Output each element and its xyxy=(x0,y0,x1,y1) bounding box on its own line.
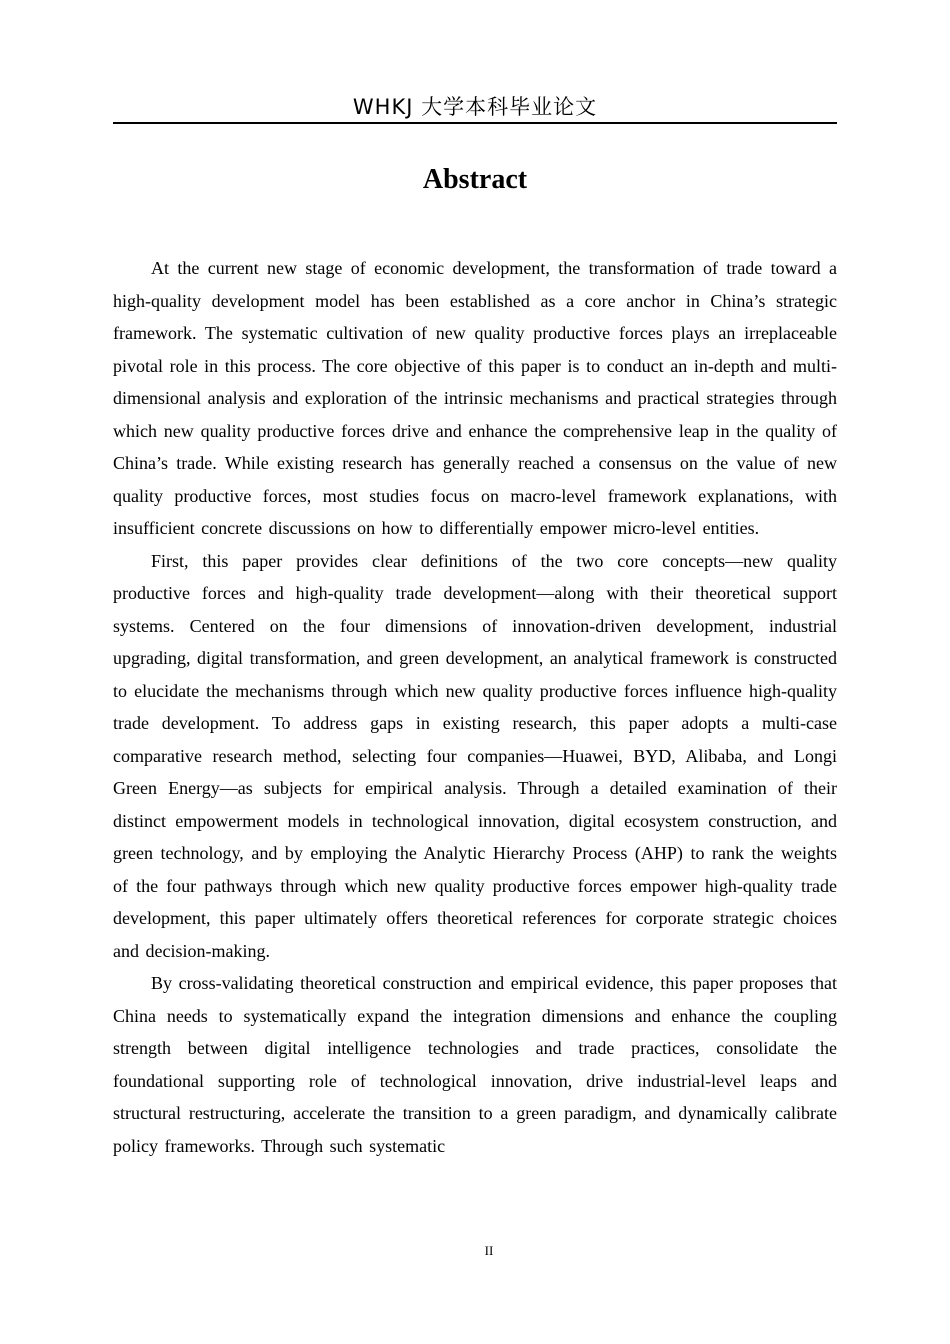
page-title: Abstract xyxy=(422,164,528,195)
abstract-body xyxy=(113,252,837,1162)
page-number: II xyxy=(484,1243,494,1258)
abstract-paragraph-2: First, this paper provides clear definitions of the two core concepts—new quality productive forces and high-quality trade development—along with their theoretical support systems. Centered on the four dimensions of innovation-driven development, industrial upgrading, digital transformation, and green development, an analytical framework is constructed to elucidate the mechanisms through which new quality productive forces influence high-quality trade development. To address gaps in existing research, this paper adopts a multi-case comparative research method, selecting four companies—Huawei, BYD, Alibaba, and Longi Green Energy—as subjects for empirical analysis. Through a detailed examination of their distinct empowerment models in technological innovation, digital ecosystem construction, and green technology, and by employing the Analytic Hierarchy Process (AHP) to rank the weights of the four pathways through which new quality productive forces empower high-quality trade development, this paper ultimately offers theoretical references for corporate strategic choices and decision-making. xyxy=(113,550,837,961)
abstract-paragraph-3: By cross-validating theoretical construction and empirical evidence, this paper proposes that China needs to systematically expand the integration dimensions and enhance the coupling strength between digital intelligence technologies and trade practices, consolidate the foundational supporting role of technological innovation, drive industrial-level leaps and structural restructuring, accelerate the transition to a green paradigm, and dynamically calibrate policy frameworks. Through such systematic xyxy=(113,973,837,1156)
abstract-paragraph-1: At the current new stage of economic development, the transformation of trade toward a high-quality development model has been established as a core anchor in China’s strategic framework. The systematic cultivation of new quality productive forces plays an irreplaceable pivotal role in this process. The core objective of this paper is to conduct an in-depth and multi-dimensional analysis and exploration of the intrinsic mechanisms and practical strategies through which new quality productive forces drive and enhance the comprehensive leap in the quality of China’s trade. While existing research has generally reached a consensus on the value of new quality productive forces, most studies focus on macro-level framework explanations, with insufficient concrete discussions on how to differentially empower micro-level entities. xyxy=(113,258,837,538)
running-header: WHKJ 大学本科毕业论文 xyxy=(113,92,837,124)
